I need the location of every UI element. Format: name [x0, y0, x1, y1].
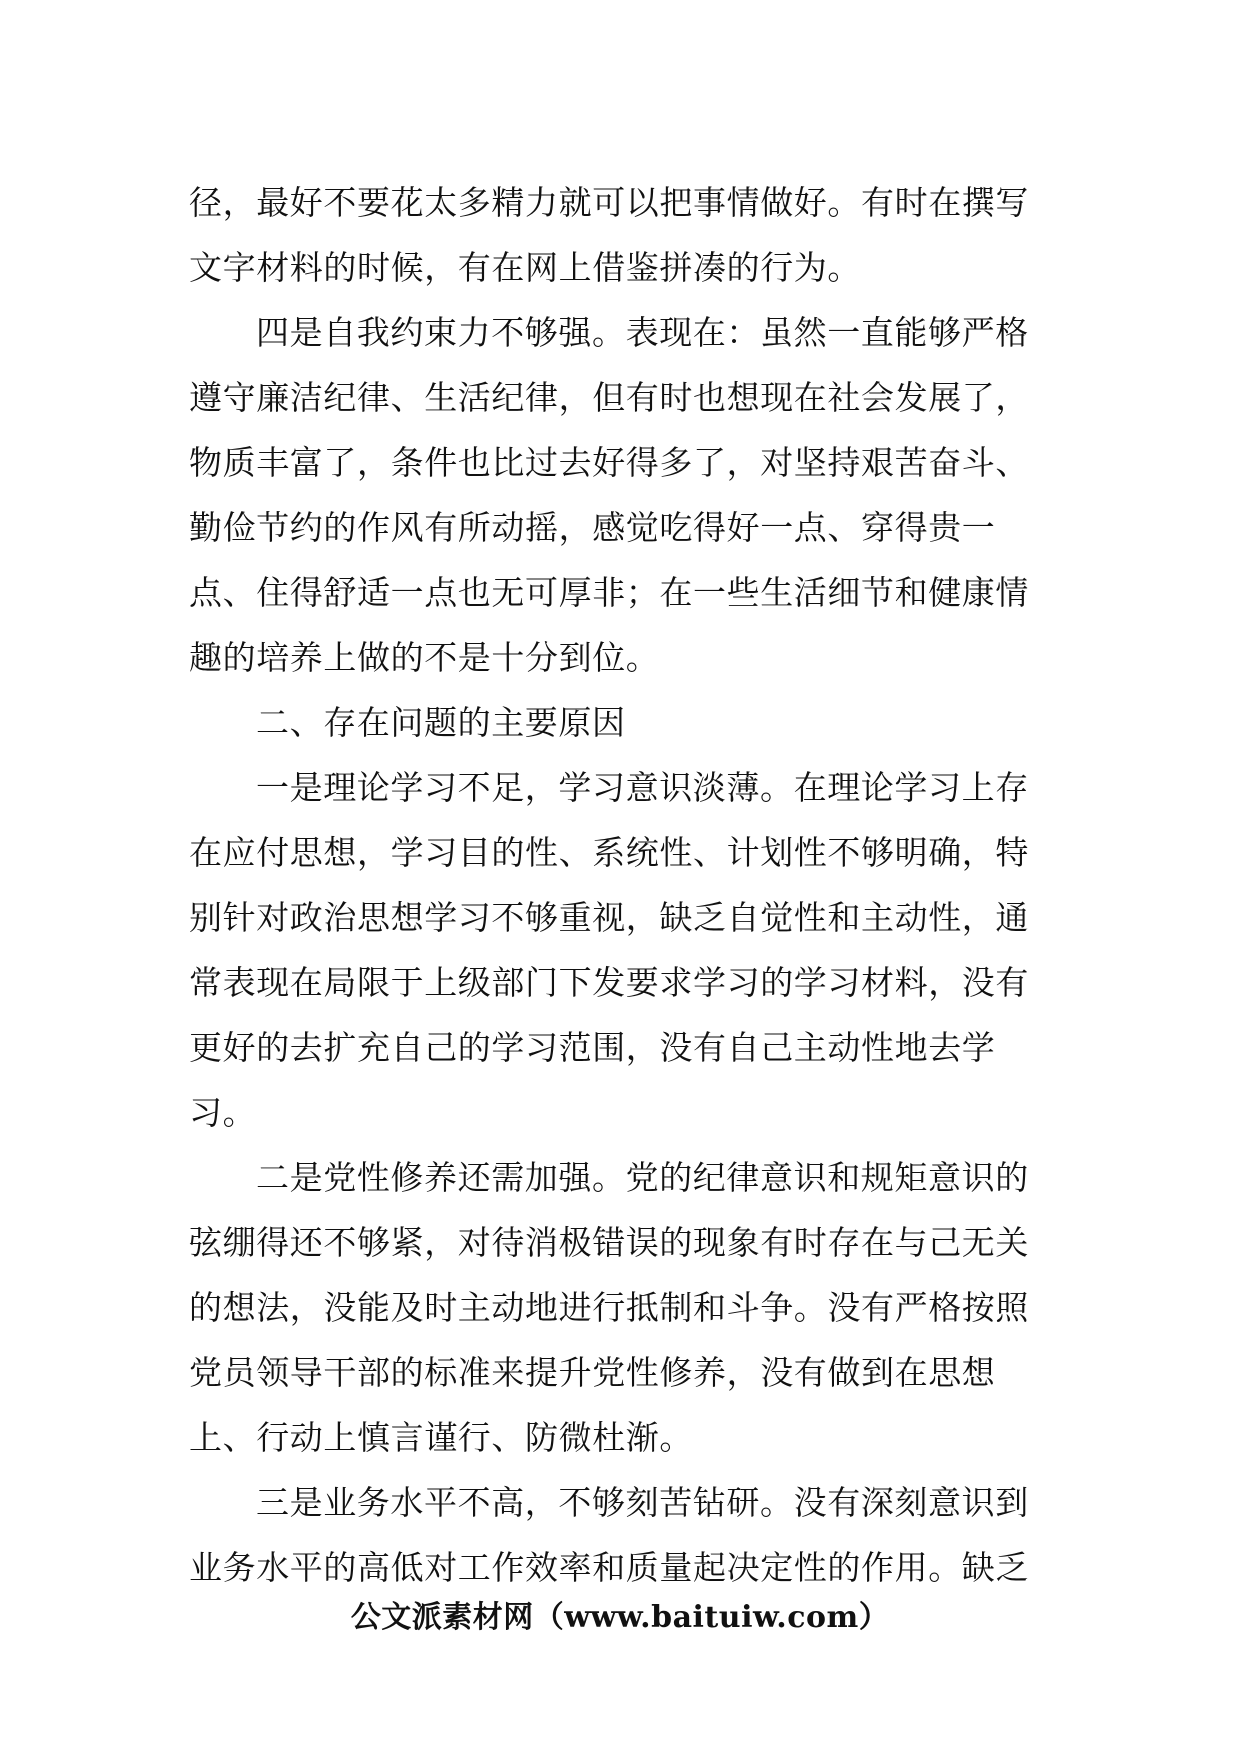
text-line: 弦绷得还不够紧，对待消极错误的现象有时存在与己无关	[189, 1223, 1029, 1262]
paragraph-start-line: 三是业务水平不高，不够刻苦钻研。没有深刻意识到	[256, 1483, 1029, 1522]
text-line: 文字材料的时候，有在网上借鉴拼凑的行为。	[189, 248, 861, 287]
paragraph-start-line: 一是理论学习不足，学习意识淡薄。在理论学习上存	[256, 768, 1029, 807]
text-line: 径，最好不要花太多精力就可以把事情做好。有时在撰写	[189, 183, 1029, 222]
text-line: 遵守廉洁纪律、生活纪律，但有时也想现在社会发展了，	[189, 378, 1029, 417]
text-line: 物质丰富了，条件也比过去好得多了，对坚持艰苦奋斗、	[189, 443, 1029, 482]
text-line: 勤俭节约的作风有所动摇，感觉吃得好一点、穿得贵一	[189, 508, 996, 547]
text-line: 趣的培养上做的不是十分到位。	[189, 638, 660, 677]
text-line: 的想法，没能及时主动地进行抵制和斗争。没有严格按照	[189, 1288, 1029, 1327]
text-line: 上、行动上慎言谨行、防微杜渐。	[189, 1418, 693, 1457]
paragraph-start-line: 二是党性修养还需加强。党的纪律意识和规矩意识的	[256, 1158, 1029, 1197]
text-line: 习。	[189, 1093, 257, 1132]
text-line: 别针对政治思想学习不够重视，缺乏自觉性和主动性，通	[189, 898, 1029, 937]
footer-watermark-text: 公文派素材网（www.baituiw.com）	[350, 1600, 890, 1635]
text-line: 常表现在局限于上级部门下发要求学习的学习材料，没有	[189, 963, 1029, 1002]
text-line: 点、住得舒适一点也无可厚非；在一些生活细节和健康情	[189, 573, 1029, 612]
text-line: 党员领导干部的标准来提升党性修养，没有做到在思想	[189, 1353, 996, 1392]
section-heading: 二、存在问题的主要原因	[256, 703, 626, 742]
text-line: 在应付思想，学习目的性、系统性、计划性不够明确，特	[189, 833, 1029, 872]
body-text	[189, 170, 1029, 1600]
text-line: 更好的去扩充自己的学习范围，没有自己主动性地去学	[189, 1028, 996, 1067]
text-line: 业务水平的高低对工作效率和质量起决定性的作用。缺乏	[189, 1548, 1029, 1587]
paragraph-start-line: 四是自我约束力不够强。表现在：虽然一直能够严格	[256, 313, 1029, 352]
